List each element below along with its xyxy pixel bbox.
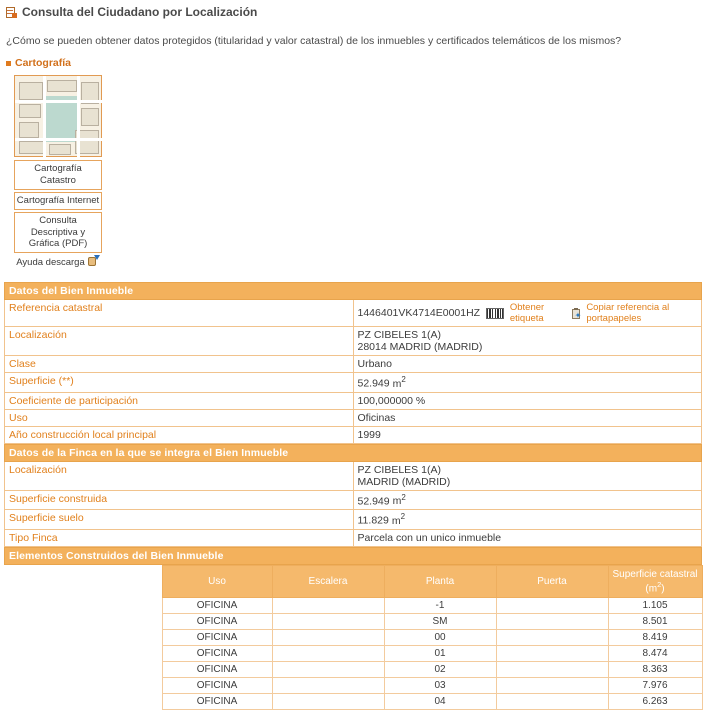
superficie-unit: m xyxy=(392,377,402,390)
localizacion-value xyxy=(353,327,702,356)
column-header-planta: Planta xyxy=(384,565,496,597)
cell-superficie: 8.474 xyxy=(608,646,702,662)
grid-spacer-cell xyxy=(4,678,162,694)
cell-planta: 00 xyxy=(384,630,496,646)
download-help-row[interactable] xyxy=(14,255,102,268)
tipo-finca-value: Parcela con un unico inmueble xyxy=(353,529,702,546)
cell-uso: OFICINA xyxy=(162,598,272,614)
clase-value: Urbano xyxy=(353,356,702,373)
table-row xyxy=(5,392,702,409)
table-row xyxy=(5,426,702,443)
cell-escalera xyxy=(272,694,384,710)
elementos-band: Elementos Construidos del Bien Inmueble xyxy=(5,547,702,564)
bien-inmueble-band-row xyxy=(5,283,702,300)
document-report-icon xyxy=(6,7,17,18)
cell-puerta xyxy=(496,678,608,694)
cell-superficie: 6.263 xyxy=(608,694,702,710)
grid-spacer-cell xyxy=(4,694,162,710)
grid-spacer-cell xyxy=(4,614,162,630)
localizacion-line-2: 28014 MADRID (MADRID) xyxy=(357,341,483,354)
cell-escalera xyxy=(272,614,384,630)
grid-spacer-cell xyxy=(4,598,162,614)
bien-inmueble-table xyxy=(4,282,702,444)
page-title-row xyxy=(0,0,710,21)
column-header-superficie-text: Superficie catastral (m xyxy=(612,568,698,595)
superficie-label: Superficie (**) xyxy=(5,373,354,393)
clipboard-copy-icon[interactable]: ✦ xyxy=(572,308,581,319)
table-row xyxy=(5,510,702,530)
cell-puerta xyxy=(496,694,608,710)
consulta-descriptiva-grafica-pdf-button[interactable]: Consulta Descriptiva y Gráfica (PDF) xyxy=(14,212,102,254)
table-row xyxy=(4,662,702,678)
column-header-superficie-catastral xyxy=(608,565,702,597)
finca-localizacion-label: Localización xyxy=(5,461,354,490)
referencia-catastral-label: Referencia catastral xyxy=(5,300,354,327)
uso-label: Uso xyxy=(5,409,354,426)
cell-uso: OFICINA xyxy=(162,678,272,694)
cartografia-buttons xyxy=(14,160,102,253)
copiar-referencia-link[interactable]: Copiar referencia al portapapeles xyxy=(586,302,670,325)
cell-puerta xyxy=(496,630,608,646)
superficie-suelo-unit: m xyxy=(391,514,401,527)
table-row xyxy=(4,678,702,694)
grid-spacer-cell xyxy=(4,565,162,597)
cell-escalera xyxy=(272,646,384,662)
column-header-uso: Uso xyxy=(162,565,272,597)
superficie-value-cell xyxy=(353,373,702,393)
anio-construccion-value: 1999 xyxy=(353,426,702,443)
finca-table xyxy=(4,444,702,547)
grid-spacer-cell xyxy=(4,630,162,646)
superficie-suelo-value: 11.829 xyxy=(357,514,389,527)
cell-uso: OFICINA xyxy=(162,694,272,710)
superficie-construida-unit: m xyxy=(392,495,402,508)
cartografia-panel xyxy=(14,75,102,268)
table-row xyxy=(4,646,702,662)
grid-spacer-cell xyxy=(4,646,162,662)
barcode-icon[interactable] xyxy=(486,308,504,319)
cadastral-map-thumbnail[interactable] xyxy=(14,75,102,157)
bien-inmueble-band: Datos del Bien Inmueble xyxy=(5,283,702,300)
superficie-construida-exponent: 2 xyxy=(401,492,406,502)
superficie-suelo-value-cell xyxy=(353,510,702,530)
cell-planta: -1 xyxy=(384,598,496,614)
cell-uso: OFICINA xyxy=(162,614,272,630)
table-row xyxy=(5,490,702,510)
protected-data-help-link[interactable]: ¿Cómo se pueden obtener datos protegidos (titularidad y valor catastral) de los inmuebles y certificados telemáticos de los mismos? xyxy=(6,35,622,47)
superficie-construida-value: 52.949 xyxy=(357,495,390,508)
referencia-catastral-value-cell xyxy=(353,300,702,327)
finca-band: Datos de la Finca en la que se integra el Bien Inmueble xyxy=(5,444,702,461)
elementos-band-table xyxy=(4,547,702,565)
cell-planta: 01 xyxy=(384,646,496,662)
elementos-grid xyxy=(4,565,703,710)
finca-localizacion-line-1: PZ CIBELES 1(A) xyxy=(357,463,441,476)
column-header-puerta: Puerta xyxy=(496,565,608,597)
superficie-exponent: 2 xyxy=(401,375,406,385)
elementos-band-row xyxy=(5,547,702,564)
finca-localizacion-line-2: MADRID (MADRID) xyxy=(357,475,451,488)
cell-planta: SM xyxy=(384,614,496,630)
cartografia-label: Cartografía xyxy=(15,57,72,69)
download-hand-icon[interactable] xyxy=(87,255,100,268)
cell-puerta xyxy=(496,614,608,630)
cell-puerta xyxy=(496,598,608,614)
cell-superficie: 7.976 xyxy=(608,678,702,694)
table-row xyxy=(5,461,702,490)
superficie-suelo-exponent: 2 xyxy=(400,512,406,522)
cell-puerta xyxy=(496,646,608,662)
cell-superficie: 8.363 xyxy=(608,662,702,678)
cell-planta: 02 xyxy=(384,662,496,678)
obtener-etiqueta-link[interactable]: Obtener etiqueta xyxy=(509,302,545,325)
localizacion-label: Localización xyxy=(5,327,354,356)
cell-uso: OFICINA xyxy=(162,630,272,646)
cell-escalera xyxy=(272,598,384,614)
clase-label: Clase xyxy=(5,356,354,373)
cell-escalera xyxy=(272,678,384,694)
table-row xyxy=(5,409,702,426)
cartografia-section-header xyxy=(0,55,710,71)
superficie-suelo-label: Superficie suelo xyxy=(5,510,354,530)
finca-localizacion-value xyxy=(353,461,702,490)
table-row xyxy=(5,373,702,393)
superficie-construida-label: Superficie construida xyxy=(5,490,354,510)
cell-uso: OFICINA xyxy=(162,662,272,678)
table-row xyxy=(4,598,702,614)
cell-superficie: 8.419 xyxy=(608,630,702,646)
table-row xyxy=(5,356,702,373)
square-bullet-icon xyxy=(6,61,11,66)
localizacion-line-1: PZ CIBELES 1(A) xyxy=(357,329,441,342)
table-row xyxy=(4,694,702,710)
elementos-header-row xyxy=(4,565,702,597)
uso-value: Oficinas xyxy=(353,409,702,426)
referencia-catastral-value: 1446401VK4714E0001HZ xyxy=(357,307,481,320)
cell-uso: OFICINA xyxy=(162,646,272,662)
cell-superficie: 8.501 xyxy=(608,614,702,630)
table-row xyxy=(5,327,702,356)
superficie-construida-value-cell xyxy=(353,490,702,510)
cell-superficie: 1.105 xyxy=(608,598,702,614)
coeficiente-participacion-value: 100,000000 % xyxy=(353,392,702,409)
cell-escalera xyxy=(272,662,384,678)
coeficiente-participacion-label: Coeficiente de participación xyxy=(5,392,354,409)
grid-spacer-cell xyxy=(4,662,162,678)
table-row xyxy=(5,300,702,327)
superficie-value: 52.949 xyxy=(357,377,390,390)
cell-puerta xyxy=(496,662,608,678)
table-row xyxy=(4,614,702,630)
column-header-superficie-exponent: 2 xyxy=(657,579,662,589)
tipo-finca-label: Tipo Finca xyxy=(5,529,354,546)
page-title: Consulta del Ciudadano por Localización xyxy=(22,5,258,19)
cell-planta: 03 xyxy=(384,678,496,694)
cartografia-internet-button[interactable]: Cartografía Internet xyxy=(14,192,102,210)
column-header-superficie-text-end: ) xyxy=(661,583,665,595)
finca-band-row xyxy=(5,444,702,461)
cell-planta: 04 xyxy=(384,694,496,710)
cartografia-catastro-button[interactable]: Cartografía Catastro xyxy=(14,160,102,190)
download-help-label: Ayuda descarga xyxy=(16,257,85,269)
table-row xyxy=(5,529,702,546)
anio-construccion-label: Año construcción local principal xyxy=(5,426,354,443)
table-row xyxy=(4,630,702,646)
cell-escalera xyxy=(272,630,384,646)
column-header-escalera: Escalera xyxy=(272,565,384,597)
